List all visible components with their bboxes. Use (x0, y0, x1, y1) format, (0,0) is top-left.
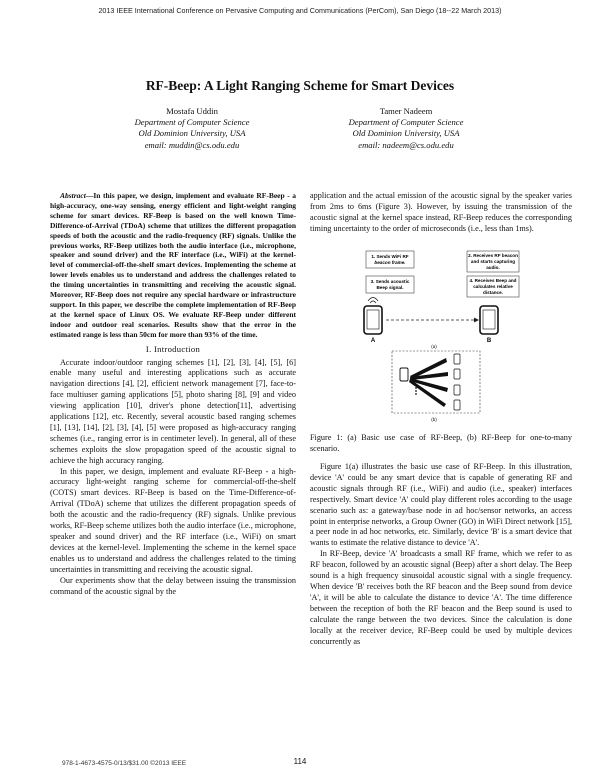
device-a-label: A (370, 338, 376, 344)
step-3-text-b: Beep signal. (376, 285, 404, 290)
figure-diagram (350, 248, 535, 438)
left-column (50, 191, 296, 597)
step-4-text-c: distance. (483, 290, 503, 295)
author-name: Tamer Nadeem (379, 106, 433, 116)
paragraph: Figure 1(a) illustrates the basic use case of RF-Beep. In this illustration, device 'A' could be any smart device that is capable of generating RF and acoustic signals through RF (i.e., WiFi) and audio (i.e., speaker) interfaces respectively. Smart device 'A' could play different roles according to the usage scenario such as: a gateway/base node in ad hoc/sensor networks, an access point in enterprise networks, a Group Owner (GO) in WiFi Direct network [15], a peer node in ad hoc networks, etc. Similarly, device 'B' is a smart device that wants to estimate the relative distance to device 'A'. (310, 462, 572, 548)
subfigure-a-label: (a) (431, 344, 437, 349)
paragraph: In this paper, we design, implement and evaluate RF-Beep - a high-accuracy light-weight ranging scheme for commercial-off-the-shelf (COTS) smart devices. RF-Beep is based on the Time-Difference-of-Arrival (TDoA) scheme that utilizes the different propagation speeds of both the acoustic and the radio-frequency (RF) signals. Unlike previous works, RF-Beep scheme utilizes both the audio interface (i.e., microphone, speaker and sound driver) and the RF interface (i.e., WiFi) on smart devices at the kernel-level. Implementing the scheme in the kernel space enables us to understand and address the challenges related to the timing uncertainties in transmitting and receiving the acoustic signal. (50, 466, 296, 574)
phone-icon-b (480, 306, 498, 334)
step-2-text-b: and starts capturing (470, 259, 516, 264)
copyright-footer: 978-1-4673-4575-0/13/$31.00 ©2013 IEEE (62, 760, 187, 767)
step-4-text-b: calculates relative (473, 284, 513, 289)
abstract-label: Abstract (60, 191, 86, 200)
figure-caption: Figure 1: (a) Basic use case of RF-Beep, (b) RF-Beep for one-to-many scenario. (310, 433, 572, 453)
section-heading-introduction: I. Introduction (145, 343, 201, 354)
paragraph: In RF-Beep, device 'A' broadcasts a small RF frame, which we refer to as RF beacon, followed by an acoustic signal (Beep) after a short delay. The Beep sound is a high frequency sinusoidal acoustic signal with a single frequency. When device 'B' receives both the RF beacon and the Beep sound from device 'A', it will be able to calculate the distance to device 'A'. The time difference between the reception of both the RF beacon and the Beep sound is used to calculate the range between the two devices. Since the calculation is done locally at the receiver device, RF-Beep could be used by multiple devices concurrently as (310, 549, 572, 646)
figure-1 (350, 248, 535, 438)
author-block-1 (82, 106, 302, 151)
paper-title: RF-Beep: A Light Ranging Scheme for Smart Devices (145, 78, 455, 93)
paragraph: Our experiments show that the delay between issuing the transmission command of the acoustic signal by the (50, 575, 296, 596)
author-department: Department of Computer Science (134, 117, 250, 128)
author-department: Department of Computer Science (348, 117, 464, 128)
step-3-text: 3. Sends acoustic (370, 279, 410, 284)
subfigure-b-label: (b) (431, 417, 437, 422)
device-b-label: B (486, 338, 492, 344)
right-column-body (310, 462, 572, 647)
step-4-text: 4. Receives Beep and (469, 278, 517, 283)
conference-header: 2013 IEEE International Conference on Pervasive Computing and Communications (PerCom), San Diego (18--22 March 2013) (98, 6, 502, 15)
page-number: 114 (293, 757, 307, 766)
phone-icon-a (364, 306, 382, 334)
phone-icon-source (400, 368, 408, 381)
author-university: Old Dominion University, USA (352, 128, 460, 139)
author-email: email: nadeem@cs.odu.edu (358, 139, 454, 150)
paragraph: application and the actual emission of the acoustic signal by the speaker varies from 2ms to 6ms (Figure 3). However, by issuing the transmission of the acoustic signal at the kernel space instead, RF-Beep reduces the corresponding timing uncertainty to the order of microseconds (i.e., less than 1ms). (310, 191, 572, 233)
abstract-text: —In this paper, we design, implement and evaluate RF-Beep - a high-accuracy, one-way sensing, energy efficient and light-weight ranging scheme for smart devices. RF-Beep is based on the well known Time-Difference-of-Arrival (TDoA) scheme that utilizes the different propagation speeds of both the acoustic and the radio-frequency (RF) signals. Unlike the previous works, RF-Beep utilizes both the audio interface (i.e., microphone, speaker and sound driver) and the RF interface (i.e., WiFi) at the kernel-level of commercial-off-the-shelf smart devices. Implementing the scheme at lower levels enables us to understand and address the challenges related to the timing uncertainties in transmitting and receiving the acoustic signal. Moreover, RF-Beep does not require any special hardware or infrastructure support. In this paper, we describe the complete implementation of RF-Beep at the kernel space of Linux OS. We evaluate RF-Beep under different indoor and outdoor real scenarios. Results show that the error in the estimated range is less than 50cm for more than 93% of the time. (50, 191, 296, 339)
subfigure-b-frame (392, 351, 480, 413)
abstract (50, 191, 296, 340)
author-university: Old Dominion University, USA (138, 128, 246, 139)
step-1-text: 1. Sends WiFi RF (371, 254, 409, 259)
right-column-top (310, 191, 572, 235)
step-1-text-b: beacon frame. (374, 260, 406, 265)
dots-icon (415, 387, 417, 395)
step-2-text-c: audio. (486, 265, 500, 270)
arrowhead (474, 318, 479, 323)
author-block-2 (296, 106, 516, 151)
step-2-text: 2. Receives RF beacon (468, 253, 518, 258)
wifi-signal-icon (368, 298, 378, 304)
author-name: Mostafa Uddin (166, 106, 218, 116)
paragraph: Accurate indoor/outdoor ranging schemes [1], [2], [3], [4], [5], [6] enable many useful and interesting applications such as accurate navigation directions [4], [2], efficient network management [7], face-to-face multiuser gaming applications [5], photo sharing [8], [9] and video viewing application [10], driver's phone detection[11], advertising applications [12], etc. Recently, several acoustic based ranging schemes [1], [13], [14], [2], [3], [4], [5] were proposed as high-accuracy ranging schemes (i.e., ranging error is in centimeter level). In general, all of these schemes exploits the slow propagation speed of the acoustic signal to achieve the high accuracy ranging. (50, 357, 296, 465)
author-email: email: muddin@cs.odu.edu (144, 139, 240, 150)
